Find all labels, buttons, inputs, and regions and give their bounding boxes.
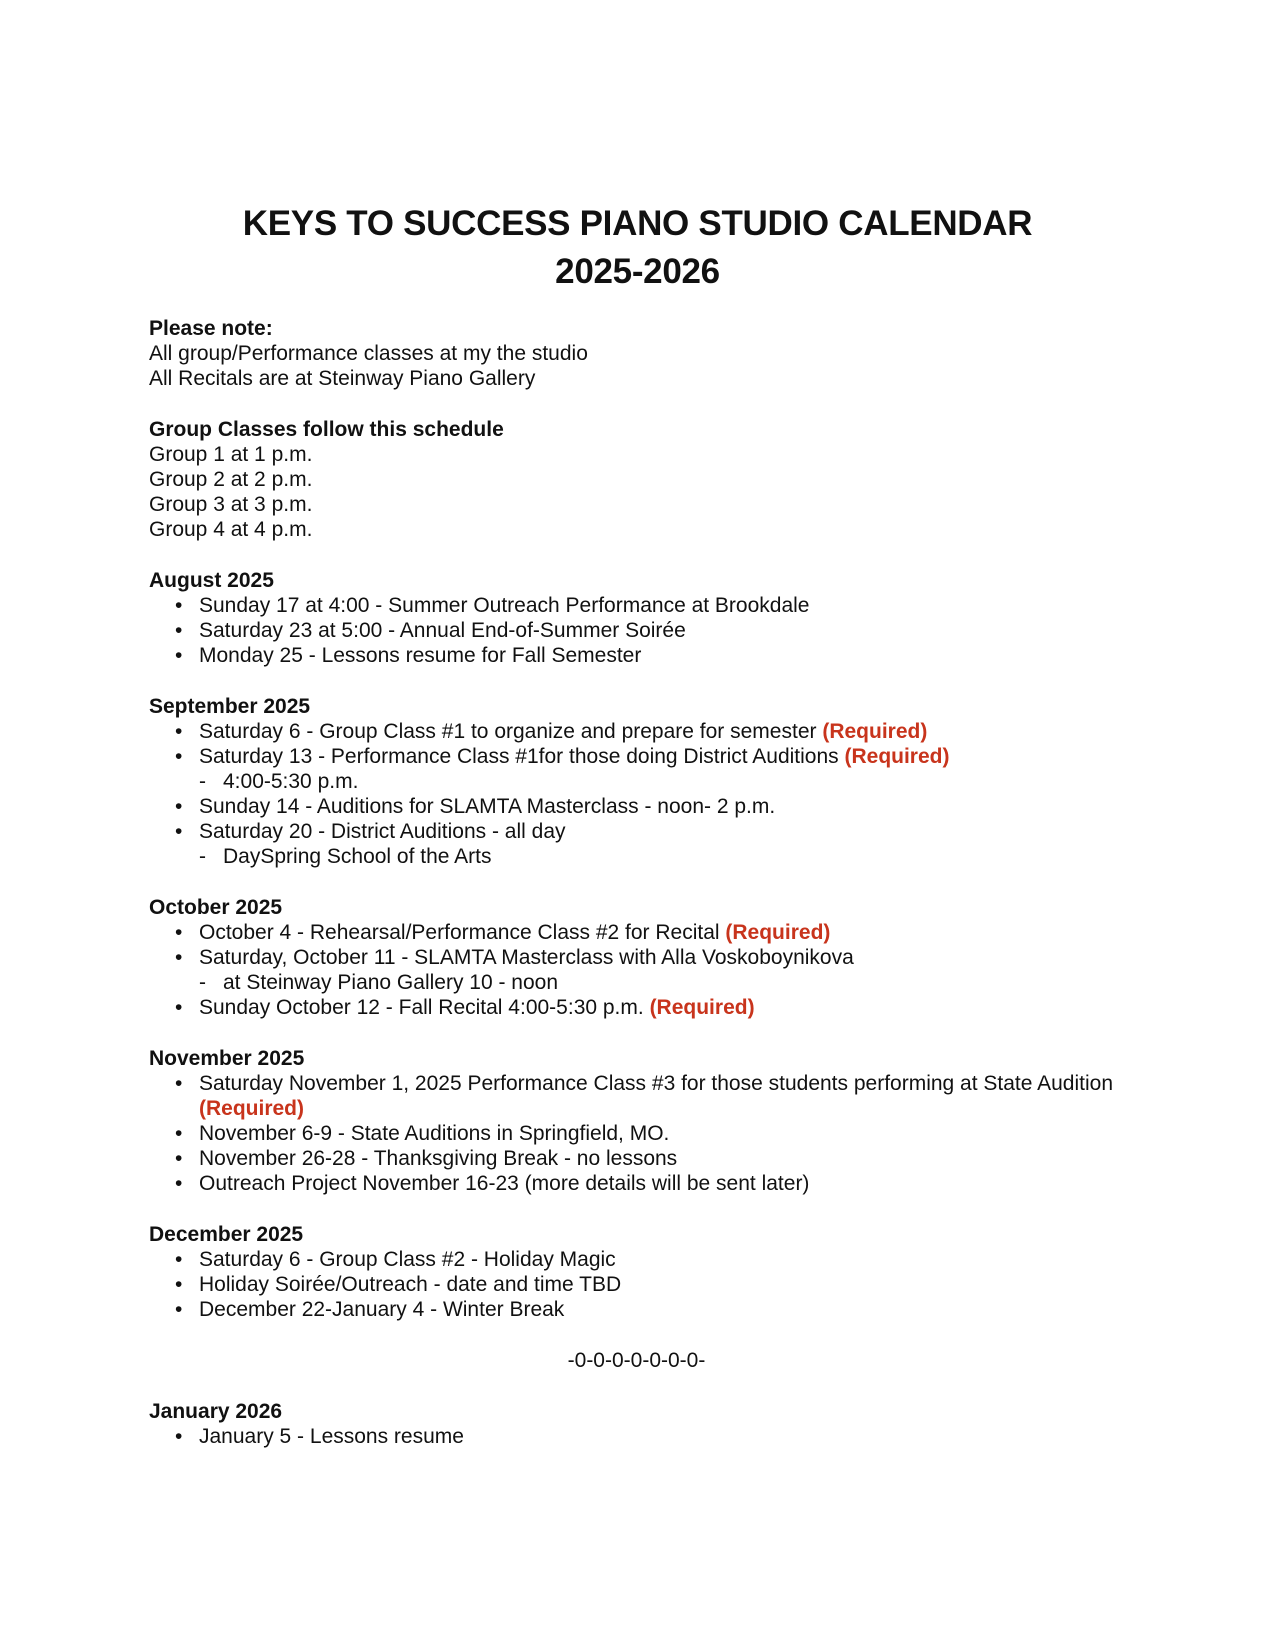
calendar-item — [149, 945, 1159, 995]
required-tag: (Required) — [725, 921, 831, 944]
item-text: Outreach Project November 16-23 (more details will be sent later) — [199, 1172, 810, 1195]
note-heading: Please note: — [149, 317, 273, 340]
calendar-item — [149, 794, 1159, 819]
item-text: Sunday 14 - Auditions for SLAMTA Masterclass - noon- 2 p.m. — [199, 795, 776, 818]
item-text: Saturday 6 - Group Class #1 to organize and prepare for semester — [199, 720, 823, 743]
january-list — [149, 1424, 1159, 1449]
calendar-item: • January 5 - Lessons resume — [149, 1424, 1159, 1449]
group-class-line: Group 4 at 4 p.m. — [149, 518, 313, 541]
december-list — [149, 1247, 1159, 1322]
september-list — [149, 719, 1159, 869]
month-heading: November 2025 — [149, 1047, 305, 1070]
item-text: Saturday November 1, 2025 Performance Class #3 for those students performing at State Audition — [199, 1072, 1114, 1095]
september-section — [149, 694, 1159, 869]
item-text: November 26-28 - Thanksgiving Break - no lessons — [199, 1147, 678, 1170]
august-list — [149, 593, 1159, 668]
note-section — [149, 316, 1159, 391]
title-line-2: 2025-2026 — [555, 252, 720, 291]
calendar-item — [149, 1146, 1159, 1171]
calendar-item: • Monday 25 - Lessons resume for Fall Semester — [149, 643, 1159, 668]
group-classes-heading: Group Classes follow this schedule — [149, 418, 504, 441]
month-heading: August 2025 — [149, 569, 274, 592]
title-line-1: KEYS TO SUCCESS PIANO STUDIO CALENDAR — [242, 204, 1033, 243]
item-text: November 6-9 - State Auditions in Springfield, MO. — [199, 1122, 670, 1145]
october-section — [149, 895, 1159, 1020]
calendar-item: • Saturday 6 - Group Class #2 - Holiday Magic — [149, 1247, 1159, 1272]
calendar-subitem: - 4:00-5:30 p.m. — [199, 769, 1159, 794]
january-section — [149, 1399, 1159, 1449]
month-heading: September 2025 — [149, 695, 311, 718]
item-text: Sunday October 12 - Fall Recital 4:00-5:30 p.m. — [199, 996, 650, 1019]
page-title — [0, 200, 1275, 296]
group-class-line: Group 3 at 3 p.m. — [149, 493, 313, 516]
calendar-item: • Saturday 23 at 5:00 - Annual End-of-Summer Soirée — [149, 618, 1159, 643]
november-section — [149, 1046, 1159, 1196]
required-tag: (Required) — [649, 996, 755, 1019]
month-heading: October 2025 — [149, 896, 283, 919]
calendar-item: • December 22-January 4 - Winter Break — [149, 1297, 1159, 1322]
note-line: All group/Performance classes at my the studio — [149, 342, 588, 365]
calendar-item — [149, 1071, 1159, 1121]
calendar-item: • Holiday Soirée/Outreach - date and time TBD — [149, 1272, 1159, 1297]
required-tag: (Required) — [199, 1097, 304, 1120]
month-heading: December 2025 — [149, 1223, 304, 1246]
month-heading: January 2026 — [149, 1400, 283, 1423]
note-line: All Recitals are at Steinway Piano Gallery — [149, 367, 536, 390]
calendar-item — [149, 1171, 1159, 1196]
calendar-subitem: - at Steinway Piano Gallery 10 - noon — [199, 970, 1159, 995]
group-classes-section — [149, 417, 1159, 542]
calendar-subitem: - DaySpring School of the Arts — [199, 844, 1159, 869]
calendar-item — [149, 719, 1159, 744]
calendar-item — [149, 819, 1159, 869]
required-tag: (Required) — [822, 720, 928, 743]
calendar-item — [149, 744, 1159, 794]
calendar-item — [149, 995, 1159, 1020]
group-class-line: Group 1 at 1 p.m. — [149, 443, 313, 466]
item-text: Saturday, October 11 - SLAMTA Masterclass with Alla Voskoboynikova — [199, 946, 854, 969]
calendar-item — [149, 920, 1159, 945]
calendar-content — [149, 316, 1159, 1475]
calendar-item: • Sunday 17 at 4:00 - Summer Outreach Performance at Brookdale — [149, 593, 1159, 618]
calendar-item — [149, 1121, 1159, 1146]
october-list — [149, 920, 1159, 1020]
item-text: October 4 - Rehearsal/Performance Class #2 for Recital — [199, 921, 726, 944]
section-divider: -0-0-0-0-0-0-0- — [567, 1349, 706, 1372]
item-text: Saturday 13 - Performance Class #1for those doing District Auditions — [199, 745, 845, 768]
required-tag: (Required) — [844, 745, 950, 768]
item-text: Saturday 20 - District Auditions - all day — [199, 820, 566, 843]
december-section — [149, 1222, 1159, 1322]
august-section — [149, 568, 1159, 668]
november-list — [149, 1071, 1159, 1196]
group-class-line: Group 2 at 2 p.m. — [149, 468, 313, 491]
